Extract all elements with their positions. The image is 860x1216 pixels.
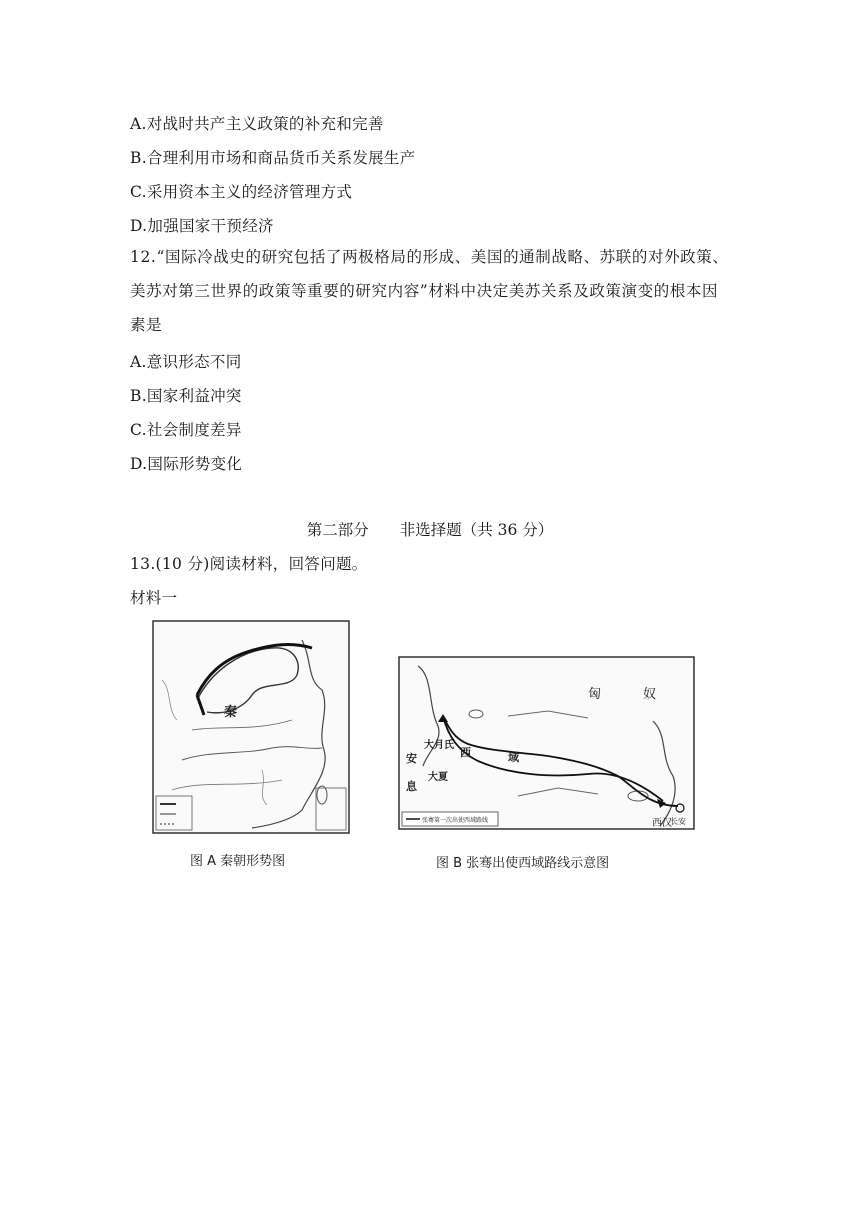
legend-label: 张骞第一次出使西域路线 — [422, 817, 489, 824]
yu-label: 域 — [508, 751, 519, 764]
q12-option-c: C.社会制度差异 — [130, 421, 242, 439]
an-label: 安 — [406, 752, 417, 765]
figure-b-zhangqian-map — [398, 656, 696, 832]
qin-label: 秦 — [224, 705, 238, 720]
xihan-label: 西汉 — [652, 818, 672, 829]
xi-label: 西 — [460, 746, 471, 759]
xi2-label: 息 — [406, 780, 417, 793]
part-two-title: 第二部分 非选择题（共 36 分） — [306, 521, 554, 539]
q12-option-d: D.国际形势变化 — [130, 455, 243, 473]
q12-option-b: B.国家利益冲突 — [130, 387, 242, 405]
q13-stem: 13.(10 分)阅读材料，回答问题。 — [130, 555, 368, 573]
q11-option-c: C.采用资本主义的经济管理方式 — [130, 183, 353, 201]
daxia-label: 大夏 — [428, 772, 448, 783]
q12-option-a: A.意识形态不同 — [130, 353, 242, 371]
q11-option-d: D.加强国家干预经济 — [130, 217, 274, 235]
material-one-label: 材料一 — [130, 589, 178, 607]
q11-option-a: A.对战时共产主义政策的补充和完善 — [130, 115, 384, 133]
xiongnu-label-1: 匈 — [588, 687, 602, 702]
figure-b-caption: 图 B 张骞出使西域路线示意图 — [436, 856, 610, 871]
q11-option-b: B.合理利用市场和商品货币关系发展生产 — [130, 149, 416, 167]
figure-a-qin-map — [152, 620, 352, 836]
changan-label: 长安 — [670, 817, 686, 826]
dayuezhi-label: 大月氏 — [424, 740, 454, 751]
q12-stem: 12.“国际冷战史的研究包括了两极格局的形成、美国的通制战略、苏联的对外政策、美苏对第三世界的政策等重要的研究内容”材料中决定美苏关系及政策演变的根本因素是 — [130, 248, 729, 334]
xiongnu-label-2: 奴 — [643, 687, 657, 702]
figure-a-caption: 图 A 秦朝形势图 — [190, 854, 286, 869]
